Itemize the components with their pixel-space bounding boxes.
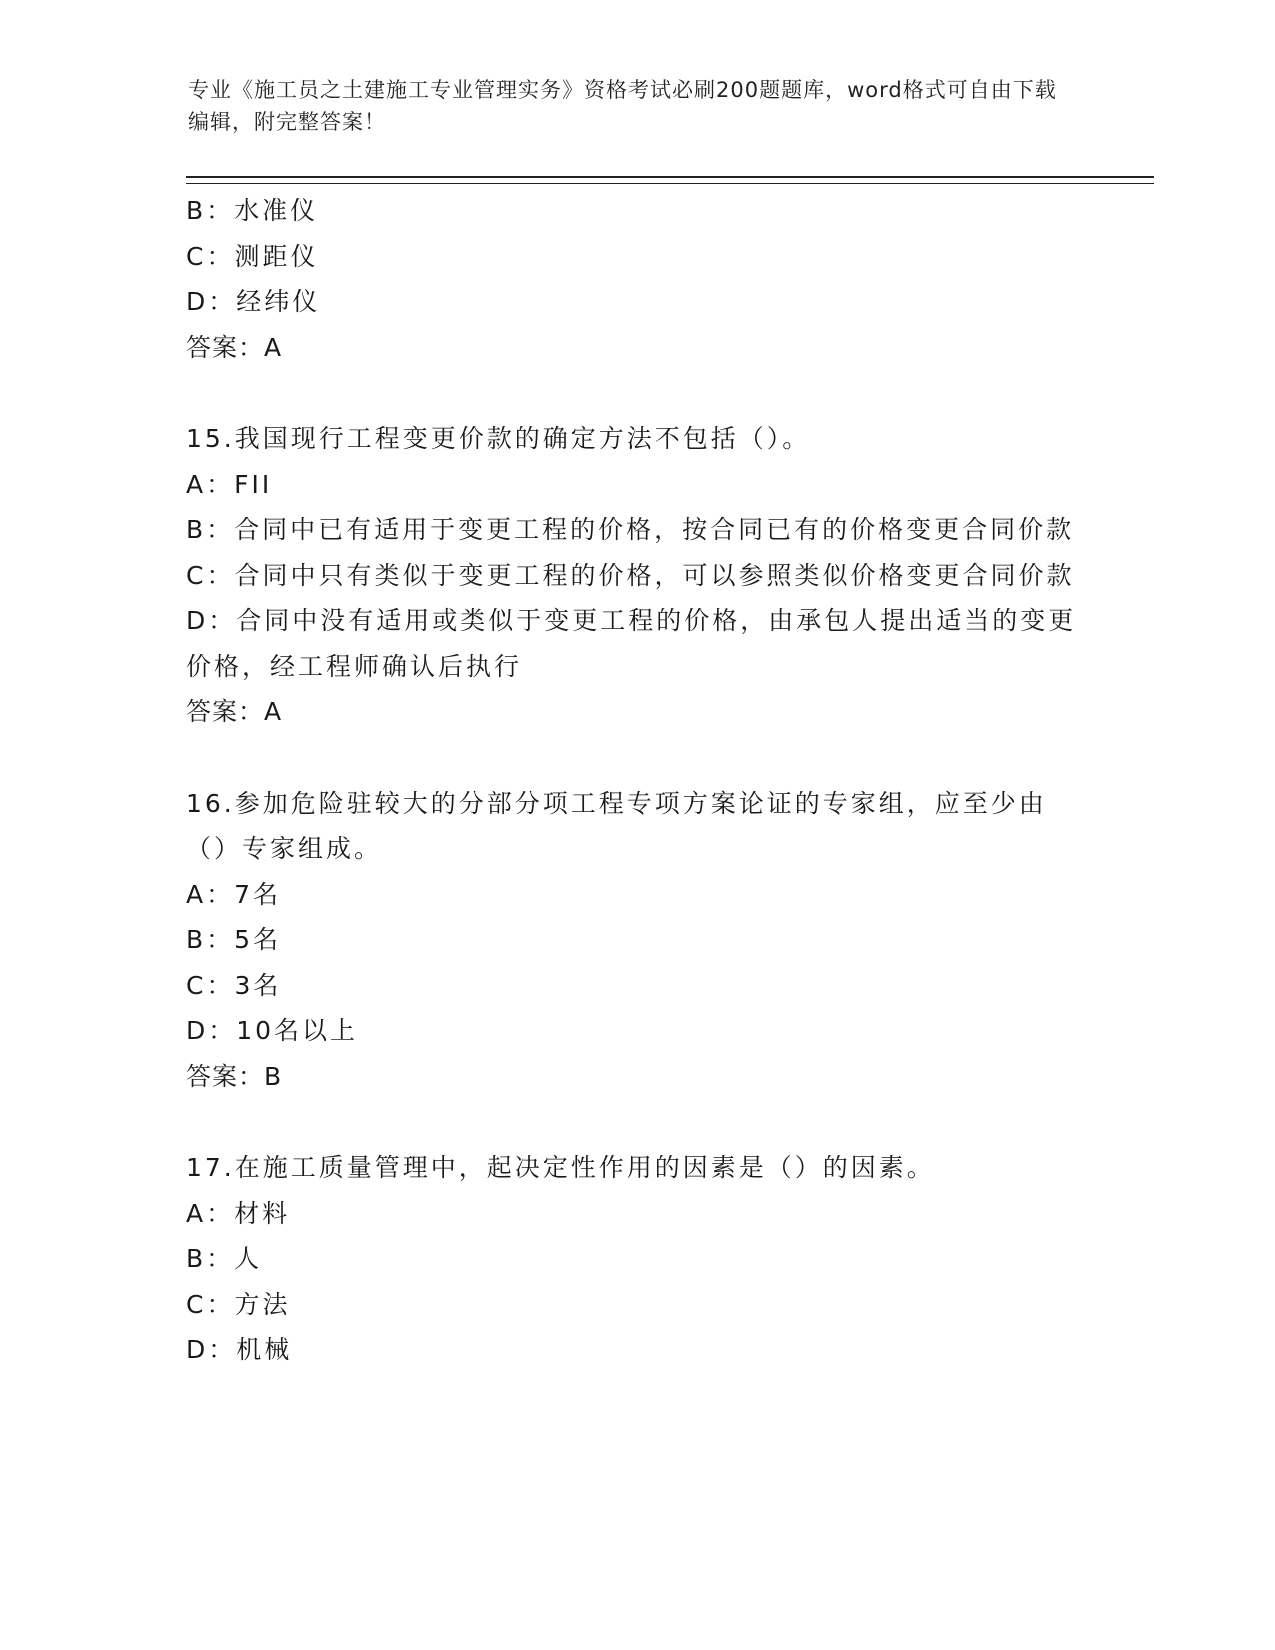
header-divider	[186, 176, 1154, 184]
question-16	[186, 781, 1086, 1100]
page-header	[188, 74, 1068, 138]
question-14-tail	[186, 188, 1086, 370]
option-a: A：7名	[186, 879, 282, 909]
option-c: C：测距仪	[186, 241, 319, 271]
option-d: D：机械	[186, 1335, 293, 1364]
answer-line: 答案：A	[186, 332, 283, 362]
question-list	[186, 188, 1086, 1373]
option-b: B：水准仪	[186, 196, 319, 225]
option-c: C：3名	[186, 970, 282, 1000]
option-a: A：材料	[186, 1198, 291, 1228]
option-d: D：10名以上	[186, 1016, 359, 1045]
option-b: B：人	[186, 1244, 263, 1273]
option-b: B：5名	[186, 925, 282, 954]
header-title: 专业《施工员之土建施工专业管理实务》资格考试必刷200题题库，word格式可自由下载编辑，附完整答案！	[188, 78, 1057, 134]
question-text: 17.在施工质量管理中，起决定性作用的因素是（）的因素。	[186, 1153, 935, 1182]
answer-line: 答案：B	[186, 1061, 283, 1091]
spacer	[186, 735, 1086, 781]
question-text: 15.我国现行工程变更价款的确定方法不包括（）。	[186, 424, 811, 453]
option-c: C：合同中只有类似于变更工程的价格，可以参照类似价格变更合同价款	[186, 560, 1075, 590]
question-17	[186, 1145, 1086, 1373]
answer-line: 答案：A	[186, 697, 283, 726]
option-b: B：合同中已有适用于变更工程的价格，按合同已有的价格变更合同价款	[186, 515, 1075, 544]
spacer	[186, 1099, 1086, 1145]
option-a: A：FII	[186, 469, 273, 499]
question-15	[186, 416, 1086, 735]
spacer	[186, 370, 1086, 416]
option-d: D：经纬仪	[186, 287, 321, 316]
option-c: C：方法	[186, 1289, 291, 1319]
question-text: 16.参加危险驻较大的分部分项工程专项方案论证的专家组，应至少由（）专家组成。	[186, 788, 1047, 863]
option-d: D：合同中没有适用或类似于变更工程的价格，由承包人提出适当的变更价格，经工程师确认后执行	[186, 606, 1077, 681]
